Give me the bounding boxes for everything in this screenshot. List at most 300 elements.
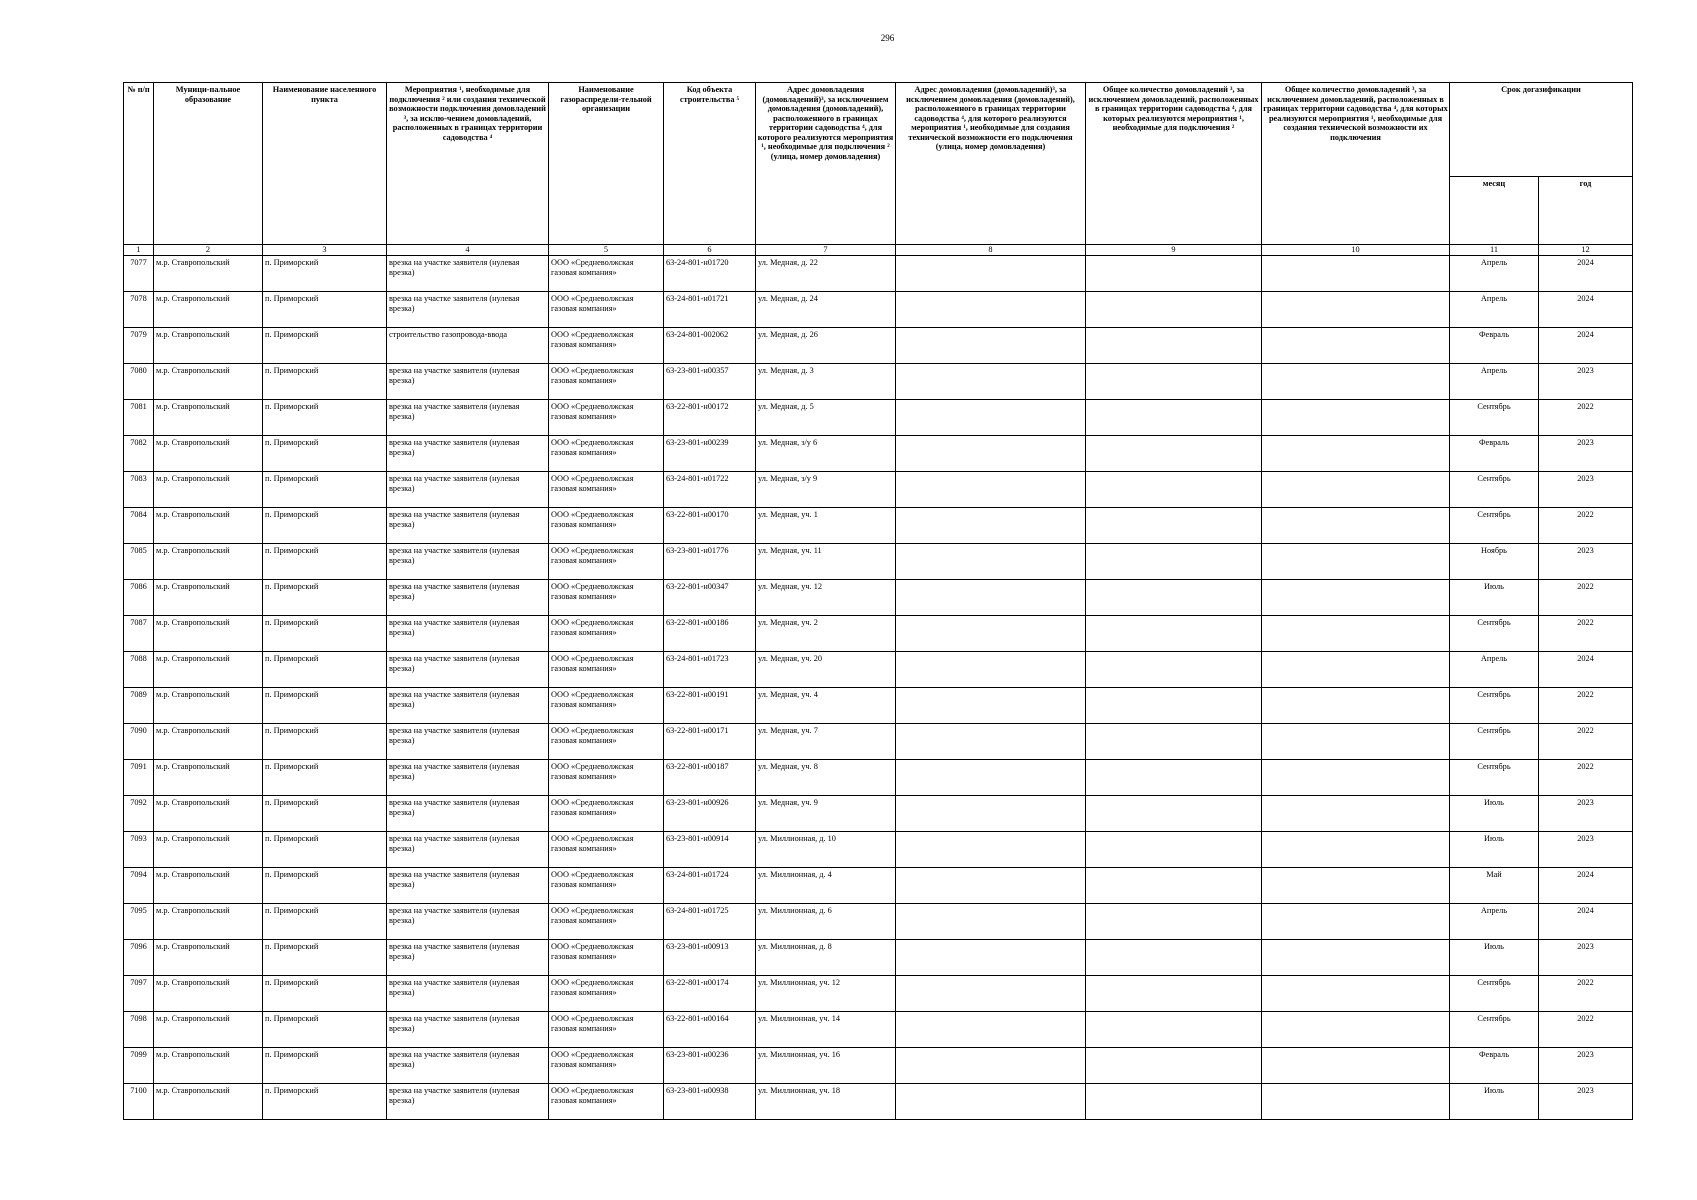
- row-number: 7083: [124, 472, 154, 508]
- address-technical-cell: [896, 1048, 1086, 1084]
- table-row: [124, 436, 1633, 472]
- object-code-cell: 63-22-801-н00164: [664, 1012, 756, 1048]
- row-number: 7084: [124, 508, 154, 544]
- address-technical-cell: [896, 364, 1086, 400]
- year-cell: 2022: [1539, 400, 1633, 436]
- settlement-cell: п. Приморский: [263, 436, 387, 472]
- settlement-cell: п. Приморский: [263, 364, 387, 400]
- municipality-cell: м.р. Ставропольский: [154, 544, 263, 580]
- address-cell: ул. Миллионная, д. 10: [756, 832, 896, 868]
- event-cell: врезка на участке заявителя (нулевая врезка): [387, 544, 549, 580]
- municipality-cell: м.р. Ставропольский: [154, 256, 263, 292]
- column-number: 2: [154, 245, 263, 256]
- year-cell: 2024: [1539, 328, 1633, 364]
- row-number: 7078: [124, 292, 154, 328]
- header-count-technical: Общее количество домовладений ³, за исключением домовладений, расположенных в границах территории садоводства ⁴, для которых реализуются мероприятия ¹, необходимые для создания технической возможности их подключения: [1262, 83, 1450, 245]
- row-number: 7099: [124, 1048, 154, 1084]
- table-row: [124, 832, 1633, 868]
- year-cell: 2023: [1539, 364, 1633, 400]
- organization-cell: ООО «Средневолжская газовая компания»: [549, 1084, 664, 1120]
- year-cell: 2022: [1539, 580, 1633, 616]
- row-number: 7086: [124, 580, 154, 616]
- settlement-cell: п. Приморский: [263, 400, 387, 436]
- address-cell: ул. Медная, уч. 20: [756, 652, 896, 688]
- object-code-cell: 63-23-801-н00236: [664, 1048, 756, 1084]
- year-cell: 2024: [1539, 904, 1633, 940]
- year-cell: 2022: [1539, 616, 1633, 652]
- settlement-cell: п. Приморский: [263, 724, 387, 760]
- address-technical-cell: [896, 796, 1086, 832]
- address-cell: ул. Медная, уч. 2: [756, 616, 896, 652]
- object-code-cell: 63-24-801-н01721: [664, 292, 756, 328]
- object-code-cell: 63-22-801-н00191: [664, 688, 756, 724]
- row-number: 7095: [124, 904, 154, 940]
- address-technical-cell: [896, 1012, 1086, 1048]
- organization-cell: ООО «Средневолжская газовая компания»: [549, 544, 664, 580]
- organization-cell: ООО «Средневолжская газовая компания»: [549, 1012, 664, 1048]
- event-cell: врезка на участке заявителя (нулевая врезка): [387, 616, 549, 652]
- table-row: [124, 688, 1633, 724]
- header-month: месяц: [1450, 177, 1539, 245]
- event-cell: врезка на участке заявителя (нулевая врезка): [387, 256, 549, 292]
- month-cell: Апрель: [1450, 652, 1539, 688]
- address-cell: ул. Медная, з/у 6: [756, 436, 896, 472]
- settlement-cell: п. Приморский: [263, 292, 387, 328]
- column-number: 3: [263, 245, 387, 256]
- row-number: 7088: [124, 652, 154, 688]
- table-row: [124, 904, 1633, 940]
- year-cell: 2022: [1539, 724, 1633, 760]
- month-cell: Ноябрь: [1450, 544, 1539, 580]
- table-row: [124, 544, 1633, 580]
- organization-cell: ООО «Средневолжская газовая компания»: [549, 400, 664, 436]
- row-number: 7079: [124, 328, 154, 364]
- year-cell: 2023: [1539, 436, 1633, 472]
- year-cell: 2024: [1539, 292, 1633, 328]
- address-cell: ул. Миллионная, д. 8: [756, 940, 896, 976]
- header-settlement: Наименование населенного пункта: [263, 83, 387, 245]
- table-row: [124, 940, 1633, 976]
- header-municipality: Муници-пальное образование: [154, 83, 263, 245]
- year-cell: 2023: [1539, 940, 1633, 976]
- count-connection-cell: [1086, 688, 1262, 724]
- row-number: 7098: [124, 1012, 154, 1048]
- column-number: 1: [124, 245, 154, 256]
- column-number: 12: [1539, 245, 1633, 256]
- count-technical-cell: [1262, 724, 1450, 760]
- organization-cell: ООО «Средневолжская газовая компания»: [549, 940, 664, 976]
- count-technical-cell: [1262, 328, 1450, 364]
- header-deadline: Срок догазификации: [1450, 83, 1633, 177]
- count-technical-cell: [1262, 256, 1450, 292]
- municipality-cell: м.р. Ставропольский: [154, 976, 263, 1012]
- row-number: 7085: [124, 544, 154, 580]
- event-cell: врезка на участке заявителя (нулевая врезка): [387, 760, 549, 796]
- settlement-cell: п. Приморский: [263, 796, 387, 832]
- event-cell: врезка на участке заявителя (нулевая врезка): [387, 688, 549, 724]
- month-cell: Июль: [1450, 940, 1539, 976]
- header-address-technical: Адрес домовладения (домовладений)³, за исключением домовладения (домовладений), расположенного в границах территории садоводства ⁴, для которого реализуются мероприятия ¹, необходимые для создания технической возможности его подключения (улица, номер домовладения): [896, 83, 1086, 245]
- object-code-cell: 63-23-801-н00913: [664, 940, 756, 976]
- settlement-cell: п. Приморский: [263, 940, 387, 976]
- address-cell: ул. Миллионная, д. 4: [756, 868, 896, 904]
- count-connection-cell: [1086, 544, 1262, 580]
- count-technical-cell: [1262, 1012, 1450, 1048]
- row-number: 7094: [124, 868, 154, 904]
- address-technical-cell: [896, 976, 1086, 1012]
- municipality-cell: м.р. Ставропольский: [154, 580, 263, 616]
- month-cell: Апрель: [1450, 256, 1539, 292]
- municipality-cell: м.р. Ставропольский: [154, 832, 263, 868]
- count-technical-cell: [1262, 580, 1450, 616]
- table-row: [124, 976, 1633, 1012]
- municipality-cell: м.р. Ставропольский: [154, 940, 263, 976]
- event-cell: врезка на участке заявителя (нулевая врезка): [387, 508, 549, 544]
- month-cell: Сентябрь: [1450, 400, 1539, 436]
- count-connection-cell: [1086, 400, 1262, 436]
- municipality-cell: м.р. Ставропольский: [154, 364, 263, 400]
- address-cell: ул. Медная, уч. 1: [756, 508, 896, 544]
- table-row: [124, 616, 1633, 652]
- settlement-cell: п. Приморский: [263, 616, 387, 652]
- settlement-cell: п. Приморский: [263, 760, 387, 796]
- year-cell: 2024: [1539, 256, 1633, 292]
- settlement-cell: п. Приморский: [263, 832, 387, 868]
- event-cell: врезка на участке заявителя (нулевая врезка): [387, 364, 549, 400]
- municipality-cell: м.р. Ставропольский: [154, 436, 263, 472]
- count-technical-cell: [1262, 1048, 1450, 1084]
- organization-cell: ООО «Средневолжская газовая компания»: [549, 364, 664, 400]
- count-technical-cell: [1262, 400, 1450, 436]
- organization-cell: ООО «Средневолжская газовая компания»: [549, 292, 664, 328]
- year-cell: 2022: [1539, 1012, 1633, 1048]
- organization-cell: ООО «Средневолжская газовая компания»: [549, 1048, 664, 1084]
- year-cell: 2022: [1539, 508, 1633, 544]
- count-technical-cell: [1262, 760, 1450, 796]
- settlement-cell: п. Приморский: [263, 1048, 387, 1084]
- settlement-cell: п. Приморский: [263, 1084, 387, 1120]
- object-code-cell: 63-24-801-н01724: [664, 868, 756, 904]
- table-row: [124, 472, 1633, 508]
- address-technical-cell: [896, 328, 1086, 364]
- municipality-cell: м.р. Ставропольский: [154, 472, 263, 508]
- table-row: [124, 1012, 1633, 1048]
- event-cell: врезка на участке заявителя (нулевая врезка): [387, 868, 549, 904]
- count-connection-cell: [1086, 472, 1262, 508]
- organization-cell: ООО «Средневолжская газовая компания»: [549, 688, 664, 724]
- header-num: № п/п: [124, 83, 154, 245]
- row-number: 7077: [124, 256, 154, 292]
- table-row: [124, 652, 1633, 688]
- month-cell: Апрель: [1450, 904, 1539, 940]
- event-cell: врезка на участке заявителя (нулевая врезка): [387, 1012, 549, 1048]
- object-code-cell: 63-22-801-н00347: [664, 580, 756, 616]
- address-technical-cell: [896, 472, 1086, 508]
- organization-cell: ООО «Средневолжская газовая компания»: [549, 796, 664, 832]
- count-technical-cell: [1262, 616, 1450, 652]
- object-code-cell: 63-23-801-н01776: [664, 544, 756, 580]
- organization-cell: ООО «Средневолжская газовая компания»: [549, 508, 664, 544]
- month-cell: Июль: [1450, 796, 1539, 832]
- table-row: [124, 1048, 1633, 1084]
- object-code-cell: 63-22-801-н00172: [664, 400, 756, 436]
- month-cell: Сентябрь: [1450, 976, 1539, 1012]
- organization-cell: ООО «Средневолжская газовая компания»: [549, 868, 664, 904]
- address-technical-cell: [896, 292, 1086, 328]
- address-technical-cell: [896, 400, 1086, 436]
- municipality-cell: м.р. Ставропольский: [154, 760, 263, 796]
- address-cell: ул. Медная, уч. 4: [756, 688, 896, 724]
- address-cell: ул. Медная, з/у 9: [756, 472, 896, 508]
- month-cell: Сентябрь: [1450, 508, 1539, 544]
- row-number: 7092: [124, 796, 154, 832]
- month-cell: Сентябрь: [1450, 724, 1539, 760]
- column-number: 7: [756, 245, 896, 256]
- count-connection-cell: [1086, 760, 1262, 796]
- year-cell: 2023: [1539, 832, 1633, 868]
- month-cell: Сентябрь: [1450, 688, 1539, 724]
- page-number: 296: [880, 33, 895, 43]
- address-cell: ул. Медная, д. 3: [756, 364, 896, 400]
- address-cell: ул. Медная, уч. 8: [756, 760, 896, 796]
- count-connection-cell: [1086, 292, 1262, 328]
- event-cell: врезка на участке заявителя (нулевая врезка): [387, 976, 549, 1012]
- count-connection-cell: [1086, 652, 1262, 688]
- object-code-cell: 63-23-801-н00926: [664, 796, 756, 832]
- organization-cell: ООО «Средневолжская газовая компания»: [549, 976, 664, 1012]
- object-code-cell: 63-24-801-н01720: [664, 256, 756, 292]
- count-technical-cell: [1262, 436, 1450, 472]
- table-row: [124, 796, 1633, 832]
- event-cell: строительство газопровода-ввода: [387, 328, 549, 364]
- settlement-cell: п. Приморский: [263, 976, 387, 1012]
- count-technical-cell: [1262, 976, 1450, 1012]
- object-code-cell: 63-24-801-н01722: [664, 472, 756, 508]
- object-code-cell: 63-24-801-н01723: [664, 652, 756, 688]
- row-number: 7080: [124, 364, 154, 400]
- address-cell: ул. Медная, д. 24: [756, 292, 896, 328]
- municipality-cell: м.р. Ставропольский: [154, 688, 263, 724]
- table-row: [124, 868, 1633, 904]
- event-cell: врезка на участке заявителя (нулевая врезка): [387, 400, 549, 436]
- count-technical-cell: [1262, 1084, 1450, 1120]
- month-cell: Июль: [1450, 1084, 1539, 1120]
- address-technical-cell: [896, 616, 1086, 652]
- count-connection-cell: [1086, 1012, 1262, 1048]
- table-row: [124, 364, 1633, 400]
- organization-cell: ООО «Средневолжская газовая компания»: [549, 580, 664, 616]
- count-technical-cell: [1262, 688, 1450, 724]
- year-cell: 2024: [1539, 652, 1633, 688]
- event-cell: врезка на участке заявителя (нулевая врезка): [387, 472, 549, 508]
- column-number: 9: [1086, 245, 1262, 256]
- month-cell: Февраль: [1450, 1048, 1539, 1084]
- row-number: 7091: [124, 760, 154, 796]
- count-connection-cell: [1086, 1084, 1262, 1120]
- column-number: 4: [387, 245, 549, 256]
- address-cell: ул. Миллионная, уч. 18: [756, 1084, 896, 1120]
- table-row: [124, 1084, 1633, 1120]
- event-cell: врезка на участке заявителя (нулевая врезка): [387, 292, 549, 328]
- column-number: 8: [896, 245, 1086, 256]
- table-row: [124, 292, 1633, 328]
- table-row: [124, 508, 1633, 544]
- year-cell: 2022: [1539, 760, 1633, 796]
- row-number: 7081: [124, 400, 154, 436]
- event-cell: врезка на участке заявителя (нулевая врезка): [387, 1084, 549, 1120]
- event-cell: врезка на участке заявителя (нулевая врезка): [387, 796, 549, 832]
- municipality-cell: м.р. Ставропольский: [154, 508, 263, 544]
- municipality-cell: м.р. Ставропольский: [154, 400, 263, 436]
- count-technical-cell: [1262, 940, 1450, 976]
- year-cell: 2024: [1539, 868, 1633, 904]
- table-row: [124, 580, 1633, 616]
- count-connection-cell: [1086, 904, 1262, 940]
- table-row: [124, 328, 1633, 364]
- address-technical-cell: [896, 832, 1086, 868]
- count-technical-cell: [1262, 832, 1450, 868]
- row-number: 7100: [124, 1084, 154, 1120]
- municipality-cell: м.р. Ставропольский: [154, 652, 263, 688]
- count-connection-cell: [1086, 508, 1262, 544]
- event-cell: врезка на участке заявителя (нулевая врезка): [387, 724, 549, 760]
- address-cell: ул. Миллионная, уч. 12: [756, 976, 896, 1012]
- column-number: 5: [549, 245, 664, 256]
- event-cell: врезка на участке заявителя (нулевая врезка): [387, 1048, 549, 1084]
- object-code-cell: 63-22-801-н00186: [664, 616, 756, 652]
- object-code-cell: 63-22-801-н00171: [664, 724, 756, 760]
- organization-cell: ООО «Средневолжская газовая компания»: [549, 472, 664, 508]
- year-cell: 2022: [1539, 688, 1633, 724]
- month-cell: Февраль: [1450, 436, 1539, 472]
- row-number: 7093: [124, 832, 154, 868]
- object-code-cell: 63-23-801-н00938: [664, 1084, 756, 1120]
- municipality-cell: м.р. Ставропольский: [154, 868, 263, 904]
- row-number: 7090: [124, 724, 154, 760]
- table-row: [124, 400, 1633, 436]
- address-cell: ул. Медная, уч. 7: [756, 724, 896, 760]
- municipality-cell: м.р. Ставропольский: [154, 1048, 263, 1084]
- address-technical-cell: [896, 940, 1086, 976]
- header-year: год: [1539, 177, 1633, 245]
- address-technical-cell: [896, 760, 1086, 796]
- month-cell: Апрель: [1450, 364, 1539, 400]
- address-cell: ул. Медная, уч. 9: [756, 796, 896, 832]
- column-number: 6: [664, 245, 756, 256]
- organization-cell: ООО «Средневолжская газовая компания»: [549, 616, 664, 652]
- year-cell: 2023: [1539, 1084, 1633, 1120]
- count-connection-cell: [1086, 796, 1262, 832]
- municipality-cell: м.р. Ставропольский: [154, 904, 263, 940]
- object-code-cell: 63-22-801-н00174: [664, 976, 756, 1012]
- gasification-table: [123, 82, 1633, 1120]
- address-technical-cell: [896, 724, 1086, 760]
- municipality-cell: м.р. Ставропольский: [154, 292, 263, 328]
- row-number: 7082: [124, 436, 154, 472]
- settlement-cell: п. Приморский: [263, 328, 387, 364]
- address-cell: ул. Медная, уч. 12: [756, 580, 896, 616]
- count-technical-cell: [1262, 544, 1450, 580]
- address-cell: ул. Медная, уч. 11: [756, 544, 896, 580]
- event-cell: врезка на участке заявителя (нулевая врезка): [387, 832, 549, 868]
- month-cell: Сентябрь: [1450, 760, 1539, 796]
- event-cell: врезка на участке заявителя (нулевая врезка): [387, 652, 549, 688]
- municipality-cell: м.р. Ставропольский: [154, 616, 263, 652]
- count-technical-cell: [1262, 652, 1450, 688]
- object-code-cell: 63-24-801-н01725: [664, 904, 756, 940]
- event-cell: врезка на участке заявителя (нулевая врезка): [387, 904, 549, 940]
- address-technical-cell: [896, 436, 1086, 472]
- column-number: 10: [1262, 245, 1450, 256]
- row-number: 7096: [124, 940, 154, 976]
- count-connection-cell: [1086, 832, 1262, 868]
- municipality-cell: м.р. Ставропольский: [154, 328, 263, 364]
- count-connection-cell: [1086, 364, 1262, 400]
- object-code-cell: 63-23-801-н00239: [664, 436, 756, 472]
- count-connection-cell: [1086, 940, 1262, 976]
- year-cell: 2023: [1539, 544, 1633, 580]
- count-connection-cell: [1086, 580, 1262, 616]
- settlement-cell: п. Приморский: [263, 472, 387, 508]
- month-cell: Июль: [1450, 832, 1539, 868]
- settlement-cell: п. Приморский: [263, 1012, 387, 1048]
- event-cell: врезка на участке заявителя (нулевая врезка): [387, 580, 549, 616]
- header-object-code: Код объекта строительства ⁵: [664, 83, 756, 245]
- event-cell: врезка на участке заявителя (нулевая врезка): [387, 436, 549, 472]
- header-count-connection: Общее количество домовладений ³, за исключением домовладений, расположенных в границах территории садоводства ⁴, для которых реализуются мероприятия ¹, необходимые для подключения ²: [1086, 83, 1262, 245]
- month-cell: Сентябрь: [1450, 472, 1539, 508]
- municipality-cell: м.р. Ставропольский: [154, 796, 263, 832]
- address-cell: ул. Миллионная, д. 6: [756, 904, 896, 940]
- count-connection-cell: [1086, 724, 1262, 760]
- row-number: 7089: [124, 688, 154, 724]
- count-connection-cell: [1086, 328, 1262, 364]
- count-connection-cell: [1086, 616, 1262, 652]
- event-cell: врезка на участке заявителя (нулевая врезка): [387, 940, 549, 976]
- count-technical-cell: [1262, 796, 1450, 832]
- address-cell: ул. Медная, д. 22: [756, 256, 896, 292]
- year-cell: 2022: [1539, 976, 1633, 1012]
- header-organization: Наименование газораспредели-тельной организации: [549, 83, 664, 245]
- month-cell: Май: [1450, 868, 1539, 904]
- table-row: [124, 256, 1633, 292]
- address-technical-cell: [896, 544, 1086, 580]
- header-events: Мероприятия ¹, необходимые для подключения ² или создания технической возможности подключения домовладений ³, за исклю-чением домовладений, расположенных в границах территории садоводства ⁴: [387, 83, 549, 245]
- address-technical-cell: [896, 1084, 1086, 1120]
- table-row: [124, 760, 1633, 796]
- settlement-cell: п. Приморский: [263, 904, 387, 940]
- address-technical-cell: [896, 508, 1086, 544]
- object-code-cell: 63-23-801-н00914: [664, 832, 756, 868]
- settlement-cell: п. Приморский: [263, 868, 387, 904]
- organization-cell: ООО «Средневолжская газовая компания»: [549, 436, 664, 472]
- address-technical-cell: [896, 688, 1086, 724]
- municipality-cell: м.р. Ставропольский: [154, 1084, 263, 1120]
- address-technical-cell: [896, 904, 1086, 940]
- settlement-cell: п. Приморский: [263, 256, 387, 292]
- count-connection-cell: [1086, 256, 1262, 292]
- object-code-cell: 63-22-801-н00187: [664, 760, 756, 796]
- settlement-cell: п. Приморский: [263, 580, 387, 616]
- municipality-cell: м.р. Ставропольский: [154, 1012, 263, 1048]
- count-connection-cell: [1086, 868, 1262, 904]
- address-cell: ул. Миллионная, уч. 14: [756, 1012, 896, 1048]
- column-number-row: [124, 245, 1633, 256]
- count-technical-cell: [1262, 472, 1450, 508]
- settlement-cell: п. Приморский: [263, 508, 387, 544]
- object-code-cell: 63-23-801-н00357: [664, 364, 756, 400]
- address-cell: ул. Медная, д. 5: [756, 400, 896, 436]
